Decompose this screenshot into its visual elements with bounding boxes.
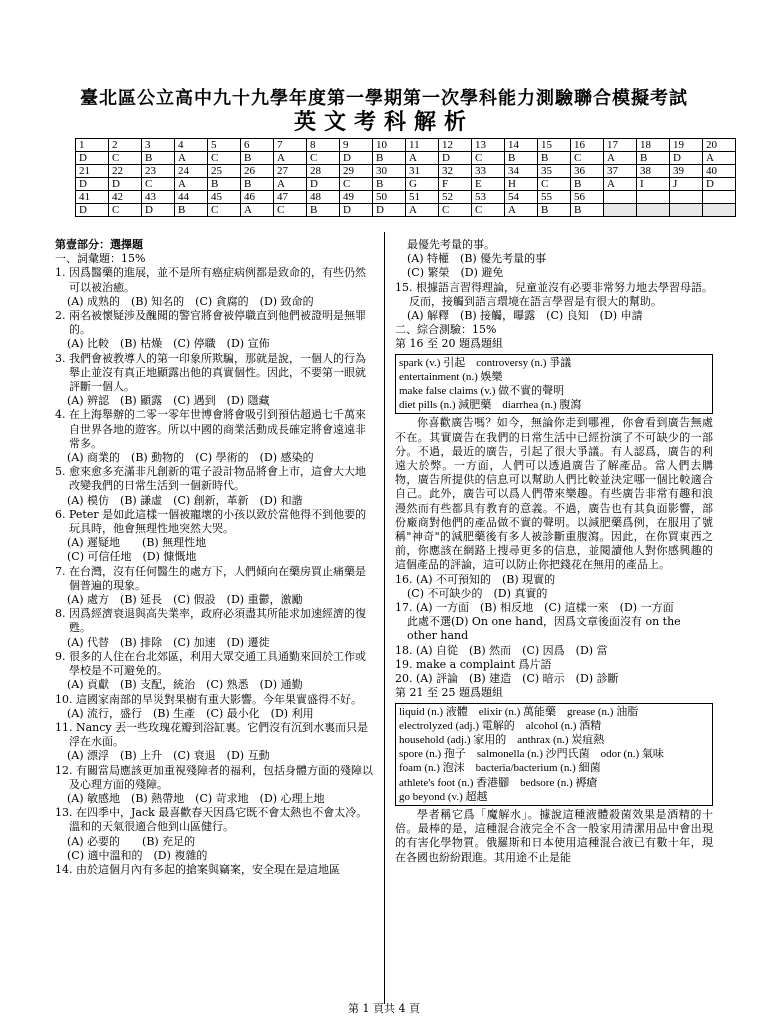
passage-21-25: 學者稱它爲「魔解水」。據說這種液體殺菌效果是酒精的十倍。最棒的是，這種混合液完全不含一般家用清潔用品中會出現的有害化學物質。俄羅斯和日本使用這種混合液已有數十年，現在各國也紛紛跟進。其用途不止是能 <box>395 807 713 864</box>
answer-options: (A) 成熟的 (B) 知名的 (C) 貪腐的 (D) 致命的 <box>67 294 314 308</box>
question-number-cell: 10 <box>373 139 406 152</box>
question-number-cell: 1 <box>76 139 109 152</box>
vocab-line: liquid (n.) 液體 elixir (n.) 萬能藥 grease (n.) 油脂 <box>399 705 639 718</box>
answer-cell: C <box>472 152 505 165</box>
answer-cell: B <box>241 152 274 165</box>
section-heading-vocab: 一、詞彙題：15% <box>55 252 146 266</box>
question-number-cell: 12 <box>439 139 472 152</box>
question-number-cell: 39 <box>670 165 703 178</box>
question-number-cell: 46 <box>241 191 274 204</box>
question-number-cell: 7 <box>274 139 307 152</box>
q14-continued: 最優先考量的事。 <box>407 238 495 251</box>
answer-options: (A) 漂浮 (B) 上升 (C) 衰退 (D) 互動 <box>67 749 270 763</box>
question-3: 3. 我們會被教導人的第一印象所欺騙，那就是說，一個人的行為舉止並沒有真正地顯露出他的真實個性。因此，不要第一眼就評斷一個人。 <box>55 351 366 394</box>
question-number-cell: 55 <box>538 191 571 204</box>
question-number-cell: 22 <box>109 165 142 178</box>
answer-options: (A) 解釋 (B) 接觸，曝露 (C) 良知 (D) 申請 <box>407 309 643 323</box>
answer-cell: B <box>175 204 208 217</box>
answer-key-row <box>76 204 736 217</box>
answer-cell: D <box>373 204 406 217</box>
answer-cell: C <box>439 204 472 217</box>
answer-cell: F <box>439 178 472 191</box>
answer-key-row <box>76 152 736 165</box>
answer-cell: D <box>670 152 703 165</box>
answer-cell: D <box>76 204 109 217</box>
answer-cell: D <box>76 152 109 165</box>
answer-cell: A <box>505 204 538 217</box>
answer-cell: B <box>241 178 274 191</box>
answer-cell: H <box>505 178 538 191</box>
question-number-cell: 36 <box>571 165 604 178</box>
answer-cell <box>670 204 703 217</box>
answer-cell: B <box>637 152 670 165</box>
vocab-line: spore (n.) 孢子 salmonella (n.) 沙門氏菌 odor (n.) 氣味 <box>399 748 664 761</box>
question-number-cell: 43 <box>142 191 175 204</box>
exam-title: 臺北區公立高中九十九學年度第一學期第一次學科能力測驗聯合模擬考試 <box>80 88 688 109</box>
answer-number-row <box>76 191 736 204</box>
answer-cell: C <box>208 204 241 217</box>
answer-number-row <box>76 139 736 152</box>
answer-number-row <box>76 165 736 178</box>
answer-options: (A) 模仿 (B) 謙虛 (C) 創新，革新 (D) 和諧 <box>67 493 303 507</box>
answer-cell <box>604 204 637 217</box>
answer-cell: A <box>703 152 736 165</box>
question-number-cell: 54 <box>505 191 538 204</box>
answer-cell: C <box>472 204 505 217</box>
group-title-21-25: 第 21 至 25 題爲題組 <box>395 686 503 700</box>
answer-cell: A <box>175 178 208 191</box>
question-number-cell: 52 <box>439 191 472 204</box>
question-number-cell: 5 <box>208 139 241 152</box>
q15-options <box>395 309 713 323</box>
answer-cell: B <box>538 152 571 165</box>
question-number-cell: 45 <box>208 191 241 204</box>
question-number-cell: 42 <box>109 191 142 204</box>
answer-options: (A) 辨認 (B) 顯露 (C) 遇到 (D) 隱藏 <box>67 394 270 408</box>
question-number-cell <box>703 191 736 204</box>
answer-cell: D <box>76 178 109 191</box>
answer-cell: I <box>637 178 670 191</box>
answer-cell: D <box>307 178 340 191</box>
left-column <box>55 238 373 877</box>
question-number-cell: 13 <box>472 139 505 152</box>
question-number-cell: 9 <box>340 139 373 152</box>
answer-options: (A) 處方 (B) 延長 (C) 假設 (D) 重鬱，激勵 <box>67 593 303 607</box>
question-number-cell: 29 <box>340 165 373 178</box>
column-divider <box>384 232 385 1004</box>
question-number-cell: 11 <box>406 139 439 152</box>
question-5: 5. 愈來愈多充滿非凡創新的電子設計物品將會上市，這會大大地改變我們的日常生活到一個新時代。 <box>55 465 366 493</box>
question-8: 8. 因爲經濟衰退與高失業率，政府必須盡其所能求加速經濟的復甦。 <box>55 607 366 635</box>
answer-cell: C <box>571 152 604 165</box>
question-number-cell: 4 <box>175 139 208 152</box>
question-number-cell: 18 <box>637 139 670 152</box>
question-number-cell: 19 <box>670 139 703 152</box>
answer-options: (A) 特權 (B) 優先考量的事 <box>407 252 547 266</box>
question-number-cell: 6 <box>241 139 274 152</box>
question-number-cell: 32 <box>439 165 472 178</box>
answer-options: (A) 遲疑地 (B) 無理性地 <box>67 536 207 550</box>
answer-cell <box>637 204 670 217</box>
answer-cell: B <box>307 204 340 217</box>
question-10: 10. 這國家南部的旱災對果樹有重大影響。今年果實盛得不好。 <box>55 692 362 706</box>
page-number: 第 1 頁共 4 頁 <box>348 1002 420 1015</box>
answer-options: (A) 比較 (B) 枯燥 (C) 停職 (D) 宣佈 <box>67 337 270 351</box>
answer-options: (C) 適中溫和的 (D) 複雜的 <box>67 848 208 862</box>
question-4: 4. 在上海舉辦的二零一零年世博會將會吸引到預估超過七千萬來自世界各地的遊客。所以中國的商業活動成長確定將會遠遠非常多。 <box>55 408 366 450</box>
question-number-cell: 14 <box>505 139 538 152</box>
question-number-cell: 16 <box>571 139 604 152</box>
question-number-cell: 3 <box>142 139 175 152</box>
vocab-line: spark (v.) 引起 controversy (n.) 爭議 <box>399 356 572 369</box>
question-number-cell: 24 <box>175 165 208 178</box>
question-number-cell: 27 <box>274 165 307 178</box>
part-heading: 第壹部分：選擇題 <box>55 238 143 251</box>
vocab-line: electrolyzed (adj.) 電解的 alcohol (n.) 酒精 <box>399 719 602 732</box>
answer-options: (C) 不可缺少的 (D) 真實的 <box>407 586 548 600</box>
question-number-cell: 49 <box>340 191 373 204</box>
question-number-cell: 23 <box>142 165 175 178</box>
question-15: 15. 根據語言習得理論，兒童並沒有必要非常努力地去學習母語。反而，接觸到語言環境在語言學習是有很大的幫助。 <box>395 280 713 308</box>
answer-cell: C <box>274 204 307 217</box>
question-number-cell: 53 <box>472 191 505 204</box>
question-number-cell: 15 <box>538 139 571 152</box>
answer-cell: D <box>109 178 142 191</box>
vocab-line: foam (n.) 泡沫 bacteria/bacterium (n.) 細菌 <box>399 762 601 775</box>
answer-cell: A <box>406 204 439 217</box>
vocab-line: diet pills (n.) 減肥藥 diarrhea (n.) 腹瀉 <box>399 399 582 412</box>
question-number-cell: 28 <box>307 165 340 178</box>
question-number-cell <box>670 191 703 204</box>
answer-cell: A <box>274 178 307 191</box>
answer-cell: J <box>670 178 703 191</box>
answer-options: (A) 代替 (B) 排除 (C) 加速 (D) 遷徙 <box>67 635 270 649</box>
question-number-cell: 44 <box>175 191 208 204</box>
answer-cell: D <box>703 178 736 191</box>
question-number-cell: 25 <box>208 165 241 178</box>
section-heading-cloze: 二、綜合測驗：15% <box>395 323 497 337</box>
question-number-cell: 31 <box>406 165 439 178</box>
question-number-cell: 47 <box>274 191 307 204</box>
answer-options: (A) 商業的 (B) 動物的 (C) 學術的 (D) 感染的 <box>67 451 314 465</box>
answer-options: (C) 可信任地 (D) 慷慨地 <box>67 550 197 564</box>
question-number-cell: 35 <box>538 165 571 178</box>
answer-cell: B <box>505 152 538 165</box>
answer-cell: B <box>373 152 406 165</box>
question-17: 17. (A) 一方面 (B) 相反地 (C) 這樣一來 (D) 一方面 <box>395 601 674 615</box>
group-title-16-20: 第 16 至 20 題爲題組 <box>395 337 503 351</box>
q14-options <box>395 252 713 280</box>
vocab-line: household (adj.) 家用的 anthrax (n.) 炭疽熱 <box>399 733 605 746</box>
question-20: 20. (A) 評論 (B) 建造 (C) 暗示 (D) 診斷 <box>395 672 619 686</box>
answer-cell: D <box>439 152 472 165</box>
question-6: 6. Peter 是如此這樣一個被寵壞的小孩以致於當他得不到他要的玩具時，他會無理性地突然大哭。 <box>55 507 367 536</box>
answer-cell: C <box>307 152 340 165</box>
vocab-line: athlete's foot (n.) 香港腳 bedsore (n.) 褥瘡 <box>399 776 598 789</box>
question-number-cell: 21 <box>76 165 109 178</box>
question-number-cell: 40 <box>703 165 736 178</box>
answer-cell: C <box>208 152 241 165</box>
question-number-cell: 2 <box>109 139 142 152</box>
answer-cell <box>703 204 736 217</box>
question-11: 11. Nancy 丟一些玫瑰花瓣到浴缸裏。它們沒有沉到水裏而只是浮在水面。 <box>55 720 369 749</box>
vocab-line: make false claims (v.) 做不實的聲明 <box>399 385 565 398</box>
answer-cell: B <box>142 152 175 165</box>
question-number-cell: 56 <box>571 191 604 204</box>
answer-cell: A <box>241 204 274 217</box>
question-number-cell: 41 <box>76 191 109 204</box>
question-13: 13. 在四季中，Jack 最喜歡春天因爲它既不會太熱也不會太冷。溫和的天氣很適合他到山區健行。 <box>55 806 368 834</box>
page-title: 英文考科解析 <box>293 109 474 135</box>
question-19: 19. make a complaint 爲片語 <box>395 657 552 671</box>
answer-cell: C <box>109 152 142 165</box>
question-number-cell: 8 <box>307 139 340 152</box>
answer-cell: A <box>274 152 307 165</box>
question-7: 7. 在台灣，沒有任何醫生的處方下，人們傾向在藥房買止痛藥是個普遍的現象。 <box>55 564 366 592</box>
vocab-line: entertainment (n.) 娛樂 <box>399 370 503 383</box>
answer-options: (A) 敏感地 (B) 熱帶地 (C) 苛求地 (D) 心理上地 <box>67 791 325 805</box>
answer-cell: B <box>538 204 571 217</box>
question-number-cell: 30 <box>373 165 406 178</box>
answer-options: 此處不選(D) On one hand，因爲文章後面沒有 on the other hand <box>407 615 681 643</box>
question-14: 14. 由於這個月內有多起的搶案與竊案，安全現在是這地區 <box>55 862 340 876</box>
answer-cell: C <box>142 178 175 191</box>
answer-cell: B <box>571 204 604 217</box>
answer-key-row <box>76 178 736 191</box>
question-number-cell <box>604 191 637 204</box>
vocab-line: go beyond (v.) 超越 <box>399 790 488 803</box>
vocab-items <box>55 266 373 877</box>
answer-table <box>75 138 736 217</box>
answer-cell: C <box>538 178 571 191</box>
passage-16-20: 你喜歡廣告嗎？如今，無論你走到哪裡，你會看到廣告無處不在。其實廣告在我們的日常生活中已經扮演了不可缺少的一部分。不過，最近的廣告，引起了很大爭議。有人認爲，廣告的利遠大於弊。一方面，人們可以透過廣告了解產品。當人們去購物，廣告所提供的信息可以幫助人們比較並決定哪一個比較適合自己。此外，廣告可以爲人們帶來樂趣。有些廣告非常有趣和浪漫然而有些都具有教育的意義。不過，廣告也有其負面影響，部份廠商對他們的產品做不實的聲明。以減肥藥爲例，在服用了號稱"神奇"的減肥藥後有多人被診斷重腹瀉。因此，在你買東西之前，你應該在網路上搜尋更多的信息，並閱讀他人對你感興趣的這個產品的評論，這可以防止你把錢花在無用的產品上。 <box>395 416 713 572</box>
question-number-cell: 48 <box>307 191 340 204</box>
question-12: 12. 有關當局應該更加重視殘障者的福利，包括身體方面的殘障以及心理方面的殘障。 <box>55 763 373 791</box>
answer-cell: D <box>340 204 373 217</box>
question-2: 2. 兩名被懷疑涉及醜聞的警官將會被停職直到他們被證明是無罪的。 <box>55 309 366 337</box>
answer-cell: D <box>340 152 373 165</box>
answer-cell: B <box>571 178 604 191</box>
question-9: 9. 很多的人住在台北郊區，利用大眾交通工具通勤來回於工作或學校是不可避免的。 <box>55 649 366 678</box>
answer-cell: C <box>109 204 142 217</box>
question-number-cell <box>637 191 670 204</box>
answer-cell: D <box>142 204 175 217</box>
answer-cell: A <box>604 152 637 165</box>
question-number-cell: 38 <box>637 165 670 178</box>
question-1: 1. 因爲醫藥的進展，並不是所有癌症病例都是致命的，有些仍然可以被治癒。 <box>55 266 366 294</box>
question-18: 18. (A) 自從 (B) 然而 (C) 因爲 (D) 當 <box>395 643 608 657</box>
question-number-cell: 37 <box>604 165 637 178</box>
answer-options: (A) 貢獻 (B) 支配，統治 (C) 熟悉 (D) 通勤 <box>67 678 303 692</box>
answer-options: (C) 繁榮 (D) 避免 <box>407 266 504 280</box>
answer-cell: C <box>340 178 373 191</box>
vocab-box-21-25 <box>395 703 713 806</box>
question-number-cell: 34 <box>505 165 538 178</box>
answer-cell: E <box>472 178 505 191</box>
answer-cell: G <box>406 178 439 191</box>
question-number-cell: 33 <box>472 165 505 178</box>
question-number-cell: 20 <box>703 139 736 152</box>
answer-cell: A <box>406 152 439 165</box>
question-number-cell: 26 <box>241 165 274 178</box>
question-number-cell: 17 <box>604 139 637 152</box>
answer-options: (A) 流行，盛行 (B) 生產 (C) 最小化 (D) 利用 <box>67 706 314 720</box>
vocab-box-16-20 <box>395 354 713 415</box>
question-number-cell: 51 <box>406 191 439 204</box>
question-number-cell: 50 <box>373 191 406 204</box>
answer-cell: B <box>373 178 406 191</box>
answer-options: (A) 必要的 (B) 充足的 <box>67 834 196 848</box>
question-16: 16. (A) 不可預知的 (B) 現實的 <box>395 572 556 586</box>
answer-cell: A <box>175 152 208 165</box>
right-column <box>395 238 713 865</box>
answer-cell: A <box>604 178 637 191</box>
answer-cell: B <box>208 178 241 191</box>
answers-16-20 <box>395 573 713 687</box>
